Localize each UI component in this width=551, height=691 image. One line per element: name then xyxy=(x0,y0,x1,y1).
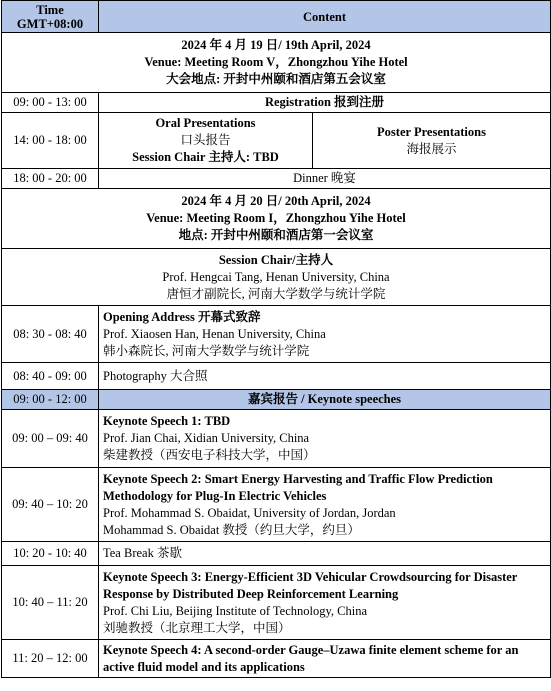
keynote-header-row xyxy=(2,390,551,410)
keynote-2-title: Keynote Speech 2: Smart Energy Harvesting and Traffic Flow Prediction Methodology for Plug-In Electric Vehicles xyxy=(103,471,493,503)
day2-venue: Venue: Meeting Room I，Zhongzhou Yihe Hotel xyxy=(146,211,406,225)
poster-presentations-cell xyxy=(313,113,551,169)
tea-break-time: 10: 20 - 10: 40 xyxy=(2,542,99,566)
keynote-4-title: Keynote Speech 4: A second-order Gauge–Uzawa finite element scheme for an active fluid model and its applications xyxy=(103,642,519,674)
schedule-table xyxy=(1,0,551,678)
keynote-1-title: Keynote Speech 1: TBD xyxy=(103,414,231,428)
poster-cn: 海报展示 xyxy=(406,141,457,156)
day2-venue-cn: 地点: 开封中州颐和酒店第一会议室 xyxy=(178,228,374,242)
keynote-3-speaker: Prof. Chi Liu, Beijing Institute of Technology, China xyxy=(103,603,368,618)
keynote-1-row xyxy=(2,410,551,468)
day2-banner-row xyxy=(2,189,551,249)
session-chair-name: Prof. Hengcai Tang, Henan University, China xyxy=(162,269,390,284)
session-chair-cell xyxy=(2,249,551,306)
photography-time: 08: 40 - 09: 00 xyxy=(2,363,99,390)
tea-break-label: Tea Break 茶歇 xyxy=(99,542,551,566)
dinner-row xyxy=(2,169,551,189)
day2-banner xyxy=(2,189,551,249)
time-column-header xyxy=(2,1,99,33)
header-row xyxy=(2,1,551,33)
poster-title: Poster Presentations xyxy=(377,124,486,139)
oral-cn: 口头报告 xyxy=(180,133,231,147)
keynote-1-time: 09: 00 – 09: 40 xyxy=(2,410,99,468)
keynote-1-speaker: Prof. Jian Chai, Xidian University, China xyxy=(103,431,310,445)
oral-chair: Session Chair 主持人: TBD xyxy=(132,150,279,164)
dinner-label: Dinner 晚宴 xyxy=(99,169,551,189)
keynote-2-speaker: Prof. Mohammad S. Obaidat, University of Jordan, Jordan xyxy=(103,505,396,520)
photography-label: Photography 大合照 xyxy=(99,363,551,390)
oral-title: Oral Presentations xyxy=(155,116,256,130)
photography-row xyxy=(2,363,551,390)
keynote-2-row xyxy=(2,468,551,542)
keynote-1-cell xyxy=(99,410,551,468)
registration-label: Registration 报到注册 xyxy=(99,93,551,113)
oral-presentations-cell xyxy=(99,113,313,169)
keynote-2-speaker-cn: Mohammad S. Obaidat 教授（约旦大学，约旦） xyxy=(103,522,360,537)
keynote-header-time: 09: 00 - 12: 00 xyxy=(2,390,99,410)
day1-banner-row xyxy=(2,33,551,93)
keynote-header-label: 嘉宾报告 / Keynote speeches xyxy=(99,390,551,410)
day2-date: 2024 年 4 月 20 日/ 20th April, 2024 xyxy=(181,194,371,208)
day1-venue-cn: 大会地点: 开封中州颐和酒店第五会议室 xyxy=(166,72,386,86)
content-column-header: Content xyxy=(99,1,551,33)
dinner-time: 18: 00 - 20: 00 xyxy=(2,169,99,189)
session-chair-cn: 唐恒才副院长, 河南大学数学与统计学院 xyxy=(166,286,386,301)
keynote-4-cell xyxy=(99,640,551,678)
keynote-3-cell xyxy=(99,566,551,640)
opening-address-row xyxy=(2,306,551,363)
registration-time: 09: 00 - 13: 00 xyxy=(2,93,99,113)
keynote-4-row xyxy=(2,640,551,678)
keynote-3-time: 10: 40 – 11: 20 xyxy=(2,566,99,640)
registration-row xyxy=(2,93,551,113)
opening-title: Opening Address 开幕式致辞 xyxy=(103,309,261,324)
session-chair-title: Session Chair/主持人 xyxy=(218,252,334,267)
keynote-2-cell xyxy=(99,468,551,542)
keynote-3-title: Keynote Speech 3: Energy-Efficient 3D Vehicular Crowdsourcing for Disaster Response by Distributed Deep Reinforcement Learning xyxy=(103,569,518,601)
sessions-time: 14: 00 - 18: 00 xyxy=(2,113,99,169)
day1-venue: Venue: Meeting Room V，Zhongzhou Yihe Hotel xyxy=(144,55,408,69)
keynote-1-speaker-cn: 柴建教授（西安电子科技大学，中国） xyxy=(103,448,316,462)
opening-cn: 韩小森院长, 河南大学数学与统计学院 xyxy=(103,343,310,358)
opening-name: Prof. Xiaosen Han, Henan University, China xyxy=(103,326,326,341)
timezone-header-label: GMT+08:00 xyxy=(16,16,84,31)
keynote-3-row xyxy=(2,566,551,640)
keynote-4-time: 11: 20 – 12: 00 xyxy=(2,640,99,678)
opening-time: 08: 30 - 08: 40 xyxy=(2,306,99,363)
sessions-row xyxy=(2,113,551,169)
keynote-3-speaker-cn: 刘驰教授（北京理工大学，中国） xyxy=(103,620,291,635)
day1-date: 2024 年 4 月 19 日/ 19th April, 2024 xyxy=(181,38,371,52)
session-chair-row xyxy=(2,249,551,306)
time-header-label: Time xyxy=(36,2,64,17)
day1-banner xyxy=(2,33,551,93)
opening-cell xyxy=(99,306,551,363)
keynote-2-time: 09: 40 – 10: 20 xyxy=(2,468,99,542)
tea-break-row xyxy=(2,542,551,566)
